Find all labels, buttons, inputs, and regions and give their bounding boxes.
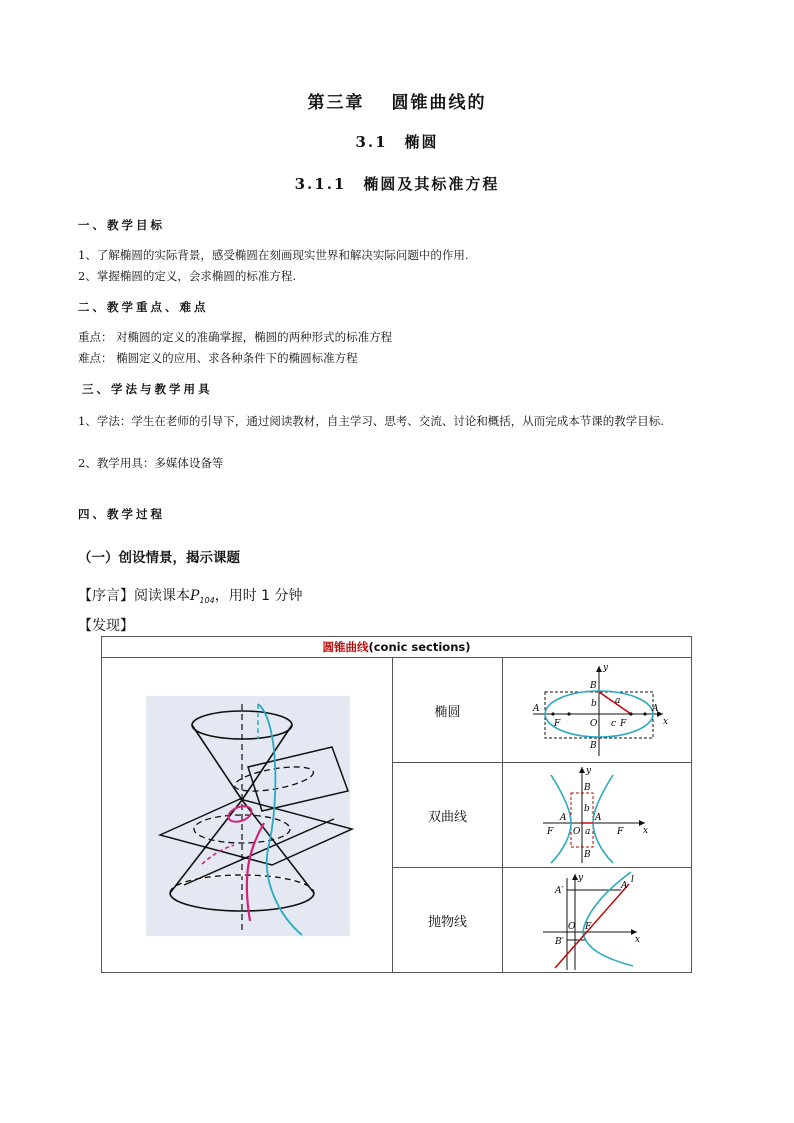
caption-red: 圆锥曲线 <box>322 640 369 654</box>
label-x: x <box>663 717 669 727</box>
chapter-title: 第三章 圆锥曲线的 <box>307 93 487 113</box>
label-A-prime: A′ <box>555 886 564 896</box>
ellipse-figure <box>503 658 691 762</box>
label-B2: B <box>590 681 597 691</box>
preface-suffix: ，用时 1 分钟 <box>214 588 303 604</box>
keypoints-heading: 二、教学重点、难点 <box>78 300 209 314</box>
row-name-parabola: 抛物线 <box>393 868 503 973</box>
label-B-prime: B′ <box>555 937 564 947</box>
methods-item-2: 2、教学用具：多媒体设备等 <box>78 456 224 470</box>
keypoint-difficulty: 难点： 椭圆定义的应用、求各种条件下的椭圆标准方程 <box>78 351 358 365</box>
label-B2: B <box>584 783 591 793</box>
keypoint-focus: 重点： 对椭圆的定义的准确掌握，椭圆的两种形式的标准方程 <box>78 330 393 344</box>
hyperbola-figure <box>503 763 691 867</box>
label-a: a <box>615 696 621 706</box>
label-B1: B <box>584 850 591 860</box>
label-y: y <box>603 663 609 673</box>
cone-figure-cell <box>102 658 393 973</box>
row-name-hyperbola: 双曲线 <box>393 763 503 868</box>
preface-page-sub: 104 <box>199 596 215 605</box>
goals-heading: 一、教学目标 <box>78 218 165 232</box>
discover-label: 【发现】 <box>78 618 134 634</box>
label-A: A <box>621 881 628 891</box>
goal-item-1: 1、了解椭圆的实际背景，感受椭圆在刻画现实世界和解决实际问题中的作用. <box>78 248 469 262</box>
section-title: 3.1 椭圆 <box>355 133 439 151</box>
label-F1: F <box>554 719 561 729</box>
cone-section-figure <box>102 659 392 971</box>
label-A1: A <box>560 813 567 823</box>
label-B1: B <box>590 741 597 751</box>
process-heading: 四、教学过程 <box>78 507 165 521</box>
label-F: F <box>585 922 592 932</box>
label-O: O <box>590 719 598 729</box>
label-b: b <box>584 804 590 814</box>
label-F2: F <box>617 827 624 837</box>
label-A2: A <box>595 813 602 823</box>
hyperbola-figure-cell <box>503 763 692 868</box>
label-a: a <box>585 827 591 837</box>
subsection-title: 3.1.1 椭圆及其标准方程 <box>294 175 500 193</box>
row-name-ellipse: 椭圆 <box>393 658 503 763</box>
caption-rest: (conic sections) <box>368 640 471 654</box>
label-l: l <box>631 875 634 885</box>
parabola-figure-cell <box>503 868 692 973</box>
ellipse-figure-cell <box>503 658 692 763</box>
conic-sections-table <box>101 636 692 973</box>
methods-item-1: 1、学法：学生在老师的引导下，通过阅读教材，自主学习、思考、交流、讨论和概括，从而完成本节课的教学目标. <box>78 414 664 428</box>
methods-heading: 三、学法与教学用具 <box>82 382 213 396</box>
process-sub1: （一）创设情景，揭示课题 <box>78 550 240 566</box>
label-O: O <box>568 922 576 932</box>
preface-page-letter: P <box>190 588 200 604</box>
goal-item-2: 2、掌握椭圆的定义，会求椭圆的标准方程. <box>78 269 296 283</box>
table-caption <box>102 637 692 658</box>
label-y: y <box>578 873 584 883</box>
label-F1: F <box>547 827 554 837</box>
preface-line <box>78 585 303 605</box>
label-F2: F <box>620 719 627 729</box>
label-b: b <box>591 699 597 709</box>
preface-prefix: 【序言】阅读课本 <box>78 588 190 604</box>
parabola-figure <box>503 868 691 972</box>
label-y: y <box>586 766 592 776</box>
label-O: O <box>573 827 581 837</box>
label-x: x <box>643 826 649 836</box>
label-A2: A <box>652 704 659 714</box>
label-c: c <box>611 719 617 729</box>
label-A1: A <box>533 704 540 714</box>
label-x: x <box>635 935 641 945</box>
